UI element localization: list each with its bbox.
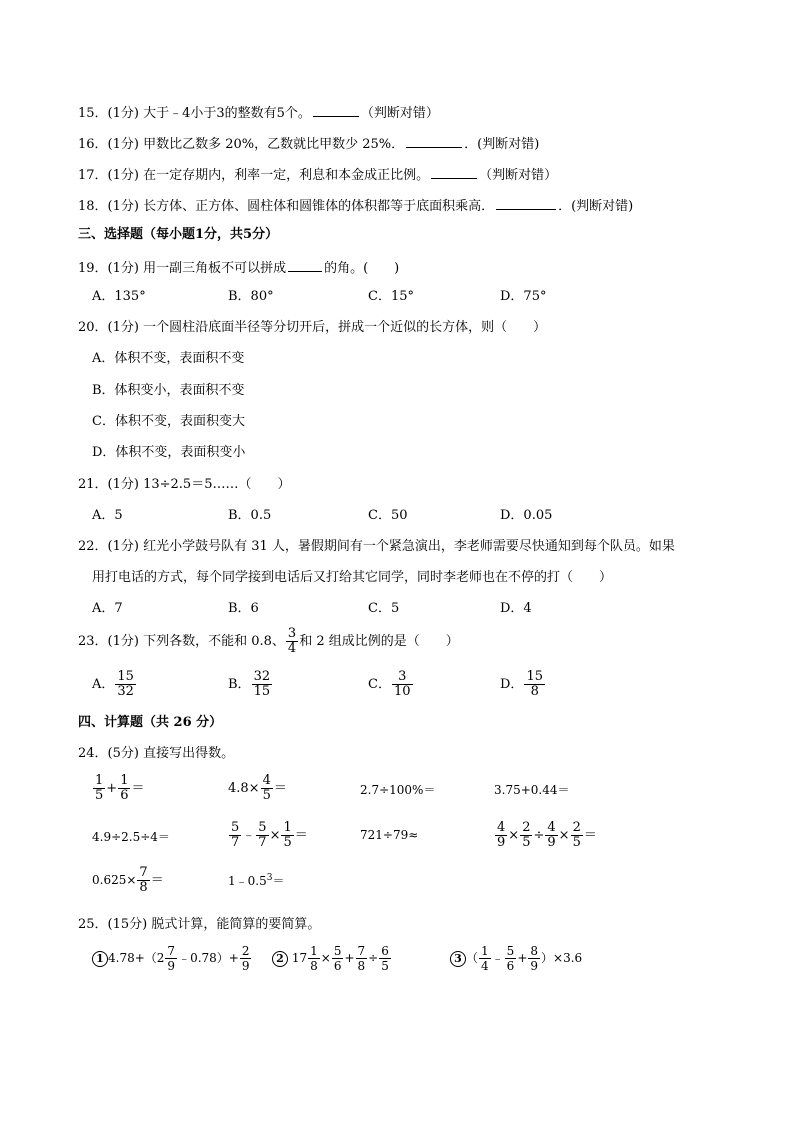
- expression-3: 3 （ $\frac{1}{4}$ ﹣ $\frac{5}{6}$ + $\frac{8}{9}$ ）×3.6: [450, 944, 582, 973]
- question-19: 19．(1分) 用一副三角板不可以拼成 的角。( ): [78, 257, 399, 278]
- calc-item-6: $\frac{5}{7}$ ﹣ $\frac{5}{7}$ × $\frac{1}{5}$ ＝: [231, 820, 308, 850]
- question-22: 22．(1分) 红光小学鼓号队有 31 人，暑假期间有一个紧急演出，李老师需要尽快通知到每个队员。如果: [78, 539, 675, 554]
- answer-blank[interactable]: [496, 195, 556, 210]
- option-b[interactable]: B．体积变小，表面积不变: [92, 383, 245, 398]
- option-d[interactable]: D．4: [500, 601, 532, 616]
- option-d[interactable]: D．75°: [500, 289, 547, 304]
- question-24: 24．(5分) 直接写出得数。: [78, 746, 235, 761]
- question-22-line2: 用打电话的方式，每个同学接到电话后又打给其它同学，同时李老师也在不停的打（ ）: [92, 570, 613, 585]
- calc-item-2: 4.8× $\frac{4}{5}$ ＝: [228, 773, 287, 803]
- section-title-calculation: 四、计算题（共 26 分）: [78, 715, 223, 730]
- option-b[interactable]: B．0.5: [228, 508, 272, 523]
- option-b[interactable]: B． $\frac{32}{15}$: [228, 669, 271, 699]
- question-18: 18．(1分) 长方体、正方体、圆柱体和圆锥体的体积都等于底面积乘高． ．(判断对错): [78, 195, 633, 216]
- fraction: $\frac{15}{8}$: [526, 669, 543, 699]
- option-c[interactable]: C．15°: [368, 289, 414, 304]
- answer-blank[interactable]: [431, 164, 477, 179]
- answer-blank[interactable]: [313, 102, 359, 117]
- calc-item-10: $1﹣0.5^3=$: [228, 873, 285, 888]
- expression-2: 2 17 $\frac{1}{8}$ × $\frac{5}{6}$ + $\frac{7}{8}$ ÷ $\frac{6}{5}$: [272, 944, 392, 973]
- calc-item-9: 0.625× $\frac{7}{8}$ ＝: [92, 865, 164, 895]
- option-d[interactable]: D．0.05: [500, 508, 553, 523]
- option-d[interactable]: D． $\frac{15}{8}$: [500, 669, 543, 699]
- option-a[interactable]: A． $\frac{15}{32}$: [92, 669, 134, 699]
- option-c[interactable]: C．体积不变，表面积变大: [92, 414, 245, 429]
- calc-item-5: 4.9÷2.5÷4＝: [92, 830, 170, 844]
- fraction: $\frac{32}{15}$: [253, 669, 271, 699]
- option-c[interactable]: C．50: [368, 508, 408, 523]
- section-title-choice: 三、选择题（每小题1分，共5分）: [78, 227, 279, 242]
- question-17: 17．(1分) 在一定存期内，利率一定，利息和本金成正比例。 （判断对错）: [78, 164, 557, 185]
- fraction: $\frac{15}{32}$: [117, 669, 134, 699]
- expression-1: 1 4.78+（2 $\frac{7}{9}$ ﹣0.78）+ $\frac{2}{9}$: [92, 944, 252, 973]
- answer-blank[interactable]: [288, 257, 322, 272]
- fraction: $\frac{3}{4}$: [287, 626, 297, 656]
- question-21: 21．(1分) 13÷2.5＝5……（ ）: [78, 477, 291, 492]
- answer-blank[interactable]: [406, 133, 462, 148]
- option-c[interactable]: C． $\frac{3}{10}$: [368, 669, 411, 699]
- option-b[interactable]: B．80°: [228, 289, 274, 304]
- question-16: 16．(1分) 甲数比乙数多 20%，乙数就比甲数少 25%． ．(判断对错): [78, 133, 539, 154]
- option-a[interactable]: A．135°: [92, 289, 146, 304]
- option-d[interactable]: D．体积不变，表面积变小: [92, 445, 246, 460]
- fraction: $\frac{3}{10}$: [393, 669, 411, 699]
- option-a[interactable]: A．体积不变，表面积不变: [92, 351, 245, 366]
- question-25: 25．(15分) 脱式计算，能简算的要简算。: [78, 917, 321, 932]
- question-15: 15．(1分) 大于﹣4小于3的整数有5个。 （判断对错）: [78, 102, 439, 123]
- calc-item-8: $\frac{4}{9}$ × $\frac{2}{5}$ ÷ $\frac{4}{9}$ × $\frac{2}{5}$ ＝: [497, 820, 597, 850]
- calc-item-3: 2.7÷100%＝: [360, 783, 436, 797]
- option-b[interactable]: B．6: [228, 601, 259, 616]
- option-a[interactable]: A．7: [92, 601, 123, 616]
- calc-item-1: $\frac{1}{5}$ + $\frac{1}{6}$ ＝: [95, 773, 145, 803]
- option-a[interactable]: A．5: [92, 508, 123, 523]
- option-c[interactable]: C．5: [368, 601, 400, 616]
- question-20: 20．(1分) 一个圆柱沿底面半径等分切开后，拼成一个近似的长方体，则（ ）: [78, 320, 547, 335]
- question-23: 23．(1分) 下列各数，不能和 0.8、 $\frac{3}{4}$ 和 2 组成比例的是（ ）: [78, 626, 459, 656]
- calc-item-4: 3.75+0.44＝: [494, 783, 570, 797]
- calc-item-7: 721÷79≈: [360, 828, 419, 842]
